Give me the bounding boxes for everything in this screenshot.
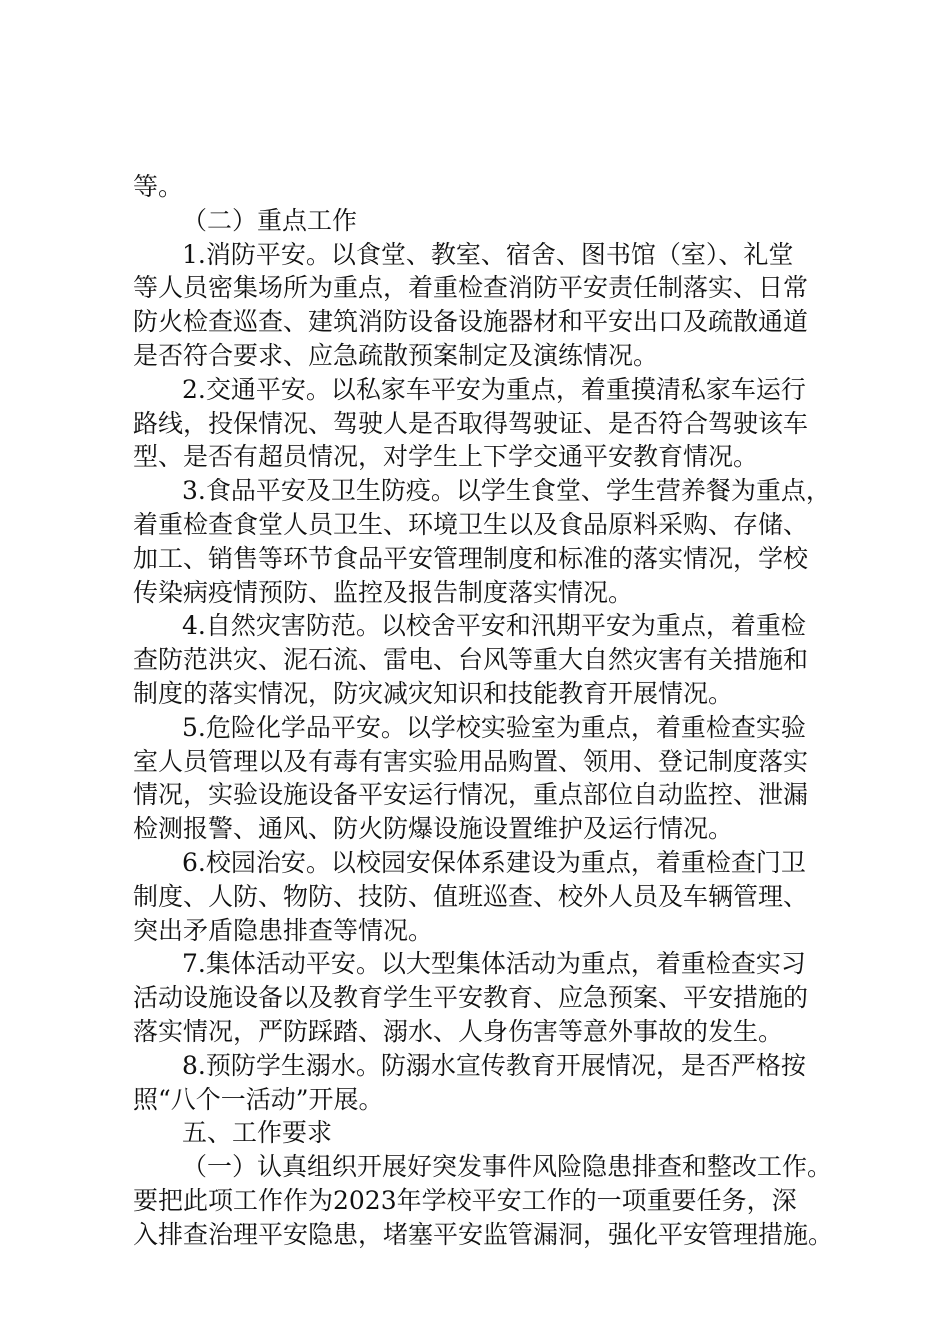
text-line: 加工、销售等环节食品平安管理制度和标准的落实情况，学校 xyxy=(133,543,809,573)
text-line: 2.交通平安。以私家车平安为重点，着重摸清私家车运行 xyxy=(182,374,806,404)
text-line: 制度、人防、物防、技防、值班巡查、校外人员及车辆管理、 xyxy=(133,881,809,911)
text-line: 3.食品平安及卫生防疫。以学生食堂、学生营养餐为重点， xyxy=(182,476,831,506)
text-line: 6.校园治安。以校园安保体系建设为重点，着重检查门卫 xyxy=(182,848,806,877)
text-line: 情况，实验设施设备平安运行情况，重点部位自动监控、泄漏 xyxy=(133,780,809,810)
text-line: 检测报警、通风、防火防爆设施设置维护及运行情况。 xyxy=(133,814,734,844)
text-line: 五、工作要求 xyxy=(182,1118,333,1148)
text-line: 照“八个一活动”开展。 xyxy=(133,1084,384,1114)
text-line: 型、是否有超员情况，对学生上下学交通平安教育情况。 xyxy=(133,442,759,472)
text-line: 7.集体活动平安。以大型集体活动为重点，着重检查实习 xyxy=(182,949,806,979)
text-line: 要把此项工作作为2023年学校平安工作的一项重要任务，深 xyxy=(133,1186,797,1215)
text-line: 着重检查食堂人员卫生、环境卫生以及食品原料采购、存储、 xyxy=(133,510,809,539)
text-line: 防火检查巡查、建筑消防设备设施器材和平安出口及疏散通道 xyxy=(133,307,809,337)
text-line: （二）重点工作 xyxy=(182,205,358,235)
text-line: 突出矛盾隐患排查等情况。 xyxy=(133,915,434,945)
text-line: （一）认真组织开展好突发事件风险隐患排查和整改工作。 xyxy=(182,1152,833,1182)
text-line: 室人员管理以及有毒有害实验用品购置、领用、登记制度落实 xyxy=(133,746,809,776)
text-line: 查防范洪灾、泥石流、雷电、台风等重大自然灾害有关措施和 xyxy=(133,645,809,675)
text-line: 活动设施设备以及教育学生平安教育、应急预案、平安措施的 xyxy=(133,983,809,1013)
text-line: 路线，投保情况、驾驶人是否取得驾驶证、是否符合驾驶该车 xyxy=(133,408,809,438)
text-line: 是否符合要求、应急疏散预案制定及演练情况。 xyxy=(133,341,659,370)
text-line: 制度的落实情况，防灾减灾知识和技能教育开展情况。 xyxy=(133,679,734,708)
text-line: 1.消防平安。以食堂、教室、宿舍、图书馆（室）、礼堂 xyxy=(182,239,794,269)
text-line: 等。 xyxy=(133,172,184,201)
text-line: 5.危险化学品平安。以学校实验室为重点，着重检查实验 xyxy=(182,712,806,742)
text-line: 入排查治理平安隐患，堵塞平安监管漏洞，强化平安管理措施。 xyxy=(133,1219,834,1249)
text-line: 传染病疫情预防、监控及报告制度落实情况。 xyxy=(133,577,634,607)
text-line: 4.自然灾害防范。以校舍平安和汛期平安为重点，着重检 xyxy=(182,611,806,641)
text-line: 等人员密集场所为重点，着重检查消防平安责任制落实、日常 xyxy=(133,273,809,303)
text-line: 8.预防学生溺水。防溺水宣传教育开展情况，是否严格按 xyxy=(182,1050,806,1080)
text-line: 落实情况，严防踩踏、溺水、人身伤害等意外事故的发生。 xyxy=(133,1017,784,1046)
